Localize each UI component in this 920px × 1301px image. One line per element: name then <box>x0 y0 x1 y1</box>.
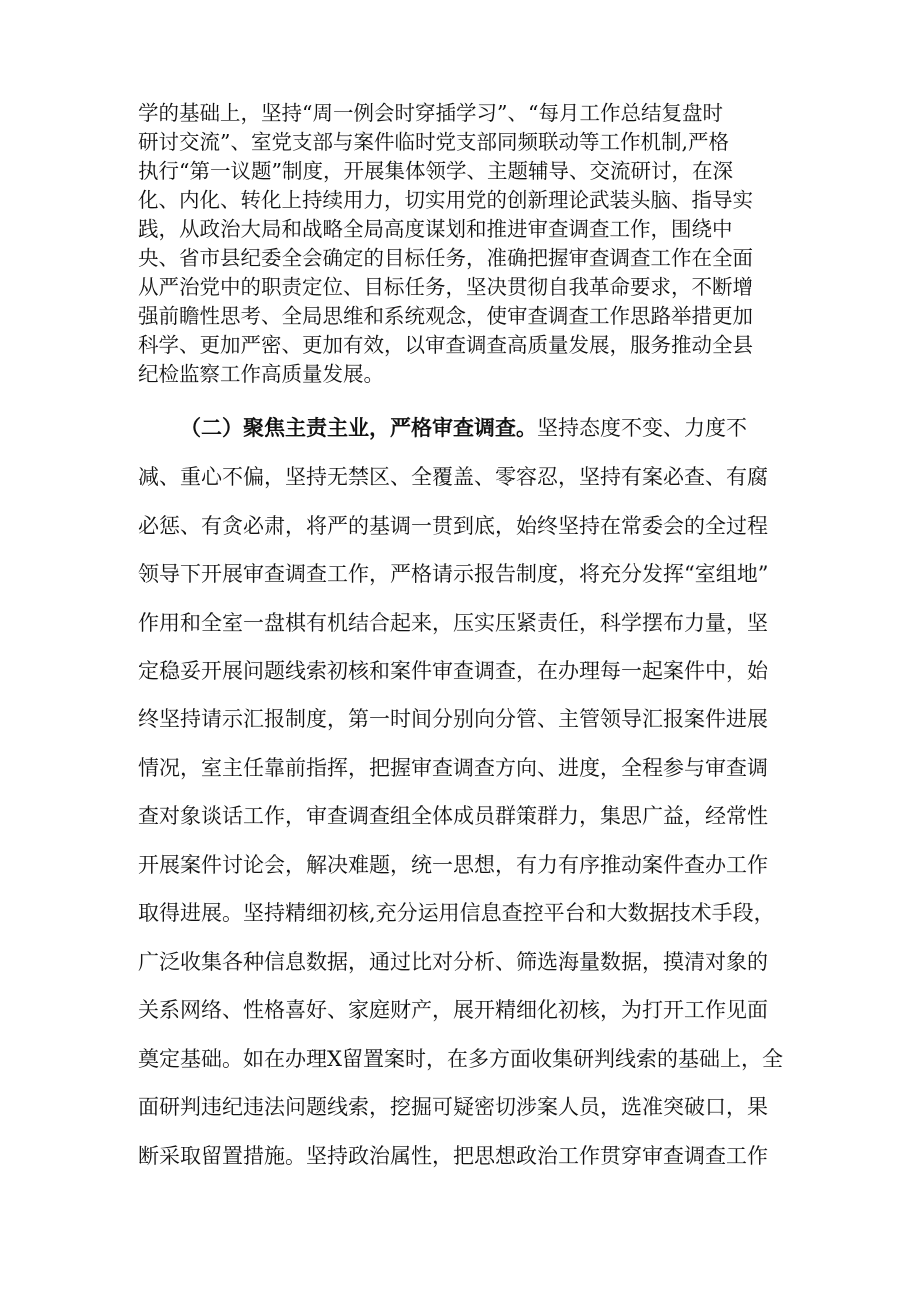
paragraph-line: 必惩、有贪必肃，将严的基调一贯到底，始终坚持在常委会的全过程 <box>138 514 768 538</box>
paragraph-line: 执行“第一议题”制度，开展集体领学、主题辅导、交流研讨，在深 <box>138 159 733 183</box>
paragraph-line: 查对象谈话工作，审查调查组全体成员群策群力，集思广益，经常性 <box>138 804 768 828</box>
paragraph-line: 关系网络、性格喜好、家庭财产，展开精细化初核，为打开工作见面 <box>138 998 768 1022</box>
paragraph-line: 情况，室主任靠前指挥，把握审查调查方向、进度，全程参与审查调 <box>138 756 768 780</box>
paragraph-line: 科学、更加严密、更加有效，以审查调查高质量发展，服务推动全县 <box>138 333 753 357</box>
paragraph-line: 断采取留置措施。坚持政治属性，把思想政治工作贯穿审查调查工作 <box>138 1144 768 1168</box>
paragraph-line: 开展案件讨论会，解决难题，统一思想，有力有序推动案件查办工作 <box>138 853 768 877</box>
paragraph-line-rest: 坚持态度不变、力度不 <box>537 416 747 440</box>
paragraph-line: 纪检监察工作高质量发展。 <box>138 362 384 386</box>
paragraph-line: 定稳妥开展问题线索初核和案件审查调查，在办理每一起案件中，始 <box>138 659 768 683</box>
paragraph-line: 奠定基础。如在办理X留置案时，在多方面收集研判线索的基础上，全 <box>138 1047 783 1071</box>
paragraph-line: 广泛收集各种信息数据，通过比对分析、筛选海量数据，摸清对象的 <box>138 950 768 974</box>
paragraph-line: 减、重心不偏，坚持无禁区、全覆盖、零容忍，坚持有案必查、有腐 <box>138 465 768 489</box>
paragraph-line: 强前瞻性思考、全局思维和系统观念，使审查调查工作思路举措更加 <box>138 304 753 328</box>
paragraph-line: 作用和全室一盘棋有机结合起来，压实压紧责任，科学摆布力量，坚 <box>138 611 768 635</box>
paragraph-line: 央、省市县纪委全会确定的目标任务，准确把握审查调查工作在全面 <box>138 246 753 270</box>
paragraph-line: 取得进展。坚持精细初核,充分运用信息查控平台和大数据技术手段， <box>138 901 775 925</box>
paragraph-line: 领导下开展审查调查工作，严格请示报告制度，将充分发挥“室组地” <box>138 562 769 586</box>
paragraph-line: 终坚持请示汇报制度，第一时间分别向分管、主管领导汇报案件进展 <box>138 707 768 731</box>
paragraph-first-line <box>180 415 788 441</box>
section-heading: （二）聚焦主责主业，严格审查调查。 <box>180 415 537 440</box>
paragraph-line: 践，从政治大局和战略全局高度谋划和推进审查调查工作，围绕中 <box>138 217 733 241</box>
paragraph-line: 面研判违纪违法问题线索，挖掘可疑密切涉案人员，选准突破口，果 <box>138 1095 768 1119</box>
paragraph-line: 学的基础上，坚持“周一例会时穿插学习”、“每月工作总结复盘时 <box>138 101 723 125</box>
paragraph-line: 从严治党中的职责定位、目标任务，坚决贯彻自我革命要求，不断增 <box>138 275 753 299</box>
paragraph-line: 研讨交流”、室党支部与案件临时党支部同频联动等工作机制,严格 <box>138 130 729 154</box>
paragraph-line: 化、内化、转化上持续用力，切实用党的创新理论武装头脑、指导实 <box>138 188 753 212</box>
